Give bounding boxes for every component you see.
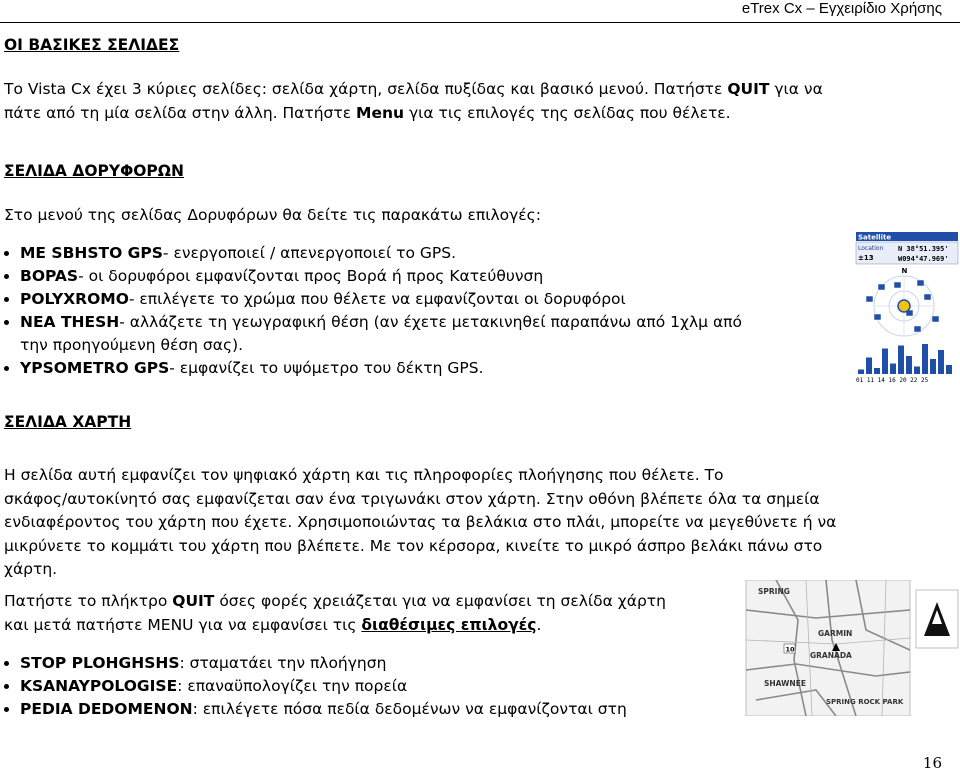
available-options-keyword: διαθέσιμες επιλογές — [361, 615, 537, 634]
bullet-icon — [4, 297, 9, 302]
signal-bar — [914, 367, 920, 375]
option-name: POLYXROMO — [20, 290, 129, 308]
list-item — [4, 311, 742, 357]
list-item — [4, 288, 742, 311]
list-item — [4, 265, 742, 288]
text-span: και μετά πατήστε MENU για να εμφανίσει τις — [4, 615, 362, 634]
bullet-icon — [4, 684, 9, 689]
map-label: GARMIN — [818, 629, 853, 638]
screen-title: Satellite — [858, 233, 892, 242]
option-name: YPSOMETRO GPS — [20, 359, 170, 377]
signal-bar — [930, 359, 936, 374]
satellite-options-list — [4, 242, 742, 380]
paragraph-line — [4, 102, 823, 126]
map-label: SPRING — [758, 587, 790, 596]
route-number: 10 — [785, 645, 795, 654]
latitude-readout: N 38°51.395' — [898, 245, 949, 253]
text-span: πάτε από τη μία σελίδα στην άλλη. Πατήστε — [4, 103, 357, 122]
satellite-page-screenshot — [854, 232, 960, 384]
paragraph-line: ενδιαφέροντος του χάρτη που έχετε. Χρησιμοποιώντας τα βελάκια στο πλάι, μπορείτε να μεγεθύνετε ή να — [4, 513, 837, 531]
signal-bar — [906, 356, 912, 374]
map-label: SHAWNEE — [764, 679, 806, 688]
list-item — [4, 242, 742, 265]
paragraph-line: Η σελίδα αυτή εμφανίζει τον ψηφιακό χάρτη και τις πληροφορίες πλοήγησης που θέλετε. Το — [4, 466, 724, 484]
quit-keyword: QUIT — [172, 592, 215, 610]
option-desc: - επιλέγετε το χρώμα που θέλετε να εμφανίζονται οι δορυφόροι — [128, 290, 626, 308]
text-span: για τις επιλογές της σελίδας που θέλετε. — [404, 103, 731, 122]
satellite-screen-graphic — [854, 232, 960, 384]
paragraph-line: σκάφος/αυτοκίνητό σας εμφανίζεται σαν ένα τριγωνάκι στον χάρτη. Στην οθόνη βλέπετε όλα τα σημεία — [4, 489, 820, 508]
text-span: . — [536, 615, 542, 634]
option-desc: - αλλάζετε τη γεωγραφική θέση (αν έχετε μετακινηθεί παραπάνω από 1χλμ από — [119, 313, 742, 331]
list-item — [4, 357, 742, 380]
section-heading-satellites: ΣΕΛΙΔΑ ΔΟΡΥΦΟΡΩΝ — [4, 162, 184, 180]
paragraph-line — [4, 614, 666, 638]
signal-bar — [890, 364, 896, 375]
bullet-icon — [4, 320, 9, 325]
paragraph-line: μικρύνετε το κομμάτι του χάρτη που βλέπετε. Με τον κέρσορα, κινείτε το μικρό άσπρο βελάκι πάνω στο — [4, 536, 823, 555]
text-span: Το Vista Cx έχει 3 κύριες σελίδες: σελίδα χάρτη, σελίδα πυξίδας και βασικό μενού. Πατήστε — [4, 80, 728, 98]
bullet-icon — [4, 274, 9, 279]
list-item — [4, 698, 627, 721]
option-desc: : επιλέγετε πόσα πεδία δεδομένων να εμφανίζονται στη — [192, 700, 627, 718]
signal-bar — [882, 349, 888, 375]
manual-title: eTrex Cx – Εγχειρίδιο Χρήσης — [741, 0, 942, 17]
map-label: GRANADA — [810, 651, 852, 660]
signal-bar — [874, 368, 880, 374]
longitude-readout: W094°47.969' — [898, 255, 949, 263]
satellites-intro: Στο μενού της σελίδας Δορυφόρων θα δείτε τις παρακάτω επιλογές: — [4, 206, 541, 224]
option-desc: : σταματάει την πλοήγηση — [179, 654, 387, 672]
text-span: Πατήστε το πλήκτρο — [4, 592, 173, 610]
satellite-numbers: 01 11 14 16 20 22 25 — [856, 377, 929, 384]
text-span: όσες φορές χρειάζεται για να εμφανίσει τη σελίδα χάρτη — [214, 592, 666, 610]
bullet-icon — [4, 366, 9, 371]
position-icon — [898, 300, 910, 312]
north-marker: N — [901, 267, 908, 275]
section-heading-basic-pages: ΟΙ ΒΑΣΙΚΕΣ ΣΕΛΙΔΕΣ — [4, 36, 180, 54]
accuracy-readout: ±13 — [858, 254, 874, 262]
option-name: ME SBHSTO GPS — [20, 244, 163, 262]
option-desc: - οι δορυφόροι εμφανίζονται προς Βορά ή προς Κατεύθυνση — [78, 267, 544, 285]
basic-pages-paragraph — [4, 78, 823, 125]
signal-bar — [938, 350, 944, 374]
paragraph-line: χάρτη. — [4, 560, 58, 578]
option-name: STOP PLOHGHSHS — [20, 654, 180, 672]
map-screen-graphic — [736, 580, 960, 716]
text-span: για να — [769, 80, 823, 98]
map-page-screenshot — [736, 580, 960, 716]
paragraph-line — [4, 78, 823, 102]
signal-bar — [946, 365, 952, 374]
bullet-icon — [4, 661, 9, 666]
signal-bar — [866, 358, 872, 375]
page-number: 16 — [922, 754, 942, 772]
option-name: KSANAYPOLOGISE — [20, 677, 178, 695]
list-item — [4, 675, 627, 698]
option-desc: - εμφανίζει το υψόμετρο του δέκτη GPS. — [169, 359, 484, 377]
option-desc: : επαναϋπολογίζει την πορεία — [177, 677, 408, 695]
option-desc: - ενεργοποιεί / απενεργοποιεί το GPS. — [162, 244, 457, 262]
option-name: NEA THESH — [20, 313, 120, 331]
signal-bar — [898, 346, 904, 375]
bullet-icon — [4, 251, 9, 256]
list-item — [4, 652, 627, 675]
section-heading-map: ΣΕΛΙΔΑ ΧΑΡΤΗ — [4, 413, 132, 431]
map-paragraph — [4, 464, 836, 582]
location-label: Location — [858, 245, 884, 252]
signal-bar — [858, 370, 864, 375]
quit-keyword: QUIT — [727, 80, 770, 98]
option-name: PEDIA DEDOMENON — [20, 700, 193, 718]
map-options-list — [4, 652, 627, 721]
quit-paragraph — [4, 590, 666, 637]
option-name: BOPAS — [20, 267, 79, 285]
option-desc-cont: την προηγούμενη θέση σας). — [20, 336, 244, 354]
signal-bar — [922, 344, 928, 374]
page-header — [0, 0, 960, 23]
menu-keyword: Menu — [356, 103, 405, 122]
map-label: SPRING ROCK PARK — [826, 698, 904, 706]
paragraph-line — [4, 590, 666, 614]
bullet-icon — [4, 707, 9, 712]
